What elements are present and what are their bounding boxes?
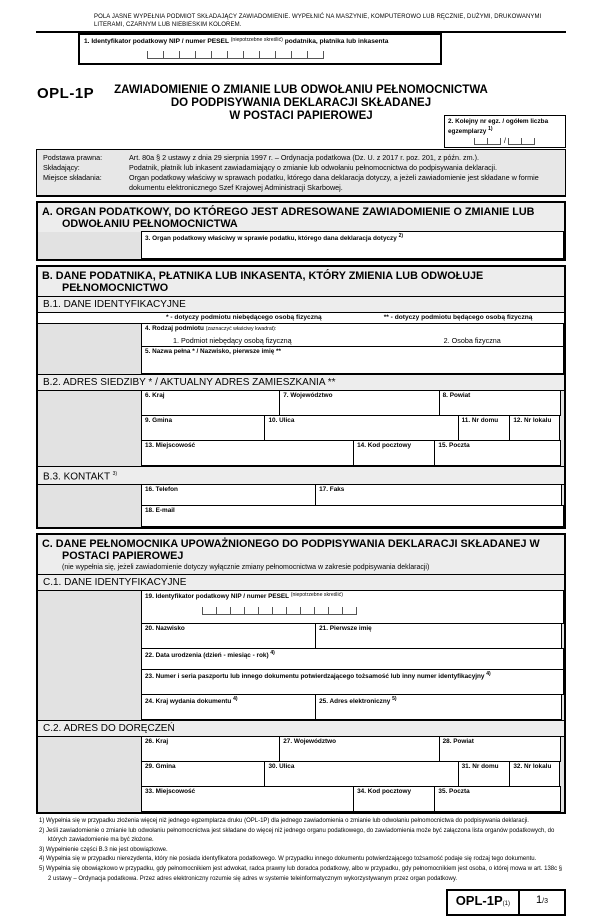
field-29-commune[interactable] (141, 761, 265, 787)
footnote-4-number: 4) (39, 856, 45, 863)
field-33-city[interactable] (141, 786, 354, 812)
comb-cell[interactable] (230, 607, 245, 615)
field-11-label: 11. Nr domu (461, 417, 499, 424)
section-a-title: A. ORGAN PODATKOWY, DO KTÓREGO JEST ADRESOWANE ZAWIADOMIENIE O ZMIANIE LUB ODWOŁANIU PEŁNOMOCNICTWA (38, 203, 564, 232)
field-31-label: 31. Nr domu (461, 763, 499, 771)
field-25-label (319, 696, 558, 706)
field-25-label-text: 25. Adres elektroniczny (319, 698, 391, 706)
field-18-email[interactable] (141, 505, 564, 527)
field-9-commune[interactable] (141, 415, 265, 441)
section-b (36, 265, 566, 529)
footnote-3-text: Wypełnienie części B.3 nie jest obowiązkowe. (46, 846, 168, 853)
field-5-full-name[interactable] (141, 346, 564, 374)
field-32-label: 32. Nr lokalu (513, 763, 552, 771)
footnote-5 (36, 865, 566, 884)
field-row (142, 232, 564, 259)
footnote-3-number: 3) (39, 846, 45, 853)
field-13-label: 13. Miejscowość (145, 442, 196, 449)
field-14-label: 14. Kod pocztowy (357, 442, 412, 449)
legend-left: * - dotyczy podmiotu niebędącego osobą fizyczną (166, 314, 322, 321)
footnote-1-text: Wypełnia się w przypadku złożenia więcej niż jednego egzemplarza druku (OPL-1P) dla jednego zawiadomienia o zmianie lub odwołaniu pełnomocnictwa do podpisywania deklaracji. (46, 818, 529, 825)
section-c-title: C. DANE PEŁNOMOCNIKA UPOWAŻNIONEGO DO PODPISYWANIA DEKLARACJI SKŁADANEJ W POSTACI PAPIEROWEJ (38, 535, 564, 564)
section-a-fields (38, 232, 564, 259)
field-19-label (145, 592, 560, 601)
field-17-fax[interactable] (315, 484, 562, 506)
comb-cell[interactable] (147, 51, 164, 59)
section-c1-title: C.1. DANE IDENTYFIKACYJNE (38, 574, 564, 591)
field-31-house-number[interactable] (458, 761, 511, 787)
field-13-city[interactable] (141, 440, 354, 466)
footnote-2-number: 2) (39, 827, 45, 834)
footer-form-symbol (448, 891, 520, 914)
legal-basis-label: Podstawa prawna: (43, 152, 103, 162)
field-16-phone[interactable] (141, 484, 316, 506)
field-4-label (145, 325, 560, 333)
field-26-country[interactable] (141, 736, 280, 762)
legal-basis-text: Art. 80a § 2 ustawy z dnia 29 sierpnia 1997 r. – Ordynacja podatkowa (Dz. U. z 2017 r. poz. 201, z późn. zm.). (129, 152, 479, 162)
field-row (142, 624, 564, 649)
comb-cell[interactable] (286, 607, 301, 615)
field-30-label: 30. Ulica (268, 763, 295, 771)
footnote-3 (36, 846, 566, 856)
field-3-label (145, 233, 560, 243)
entity-type-options (145, 336, 560, 345)
field-11-house-number[interactable] (458, 415, 511, 441)
field-row (142, 787, 564, 812)
section-c1-fields (38, 591, 564, 720)
section-b3-title-text: B.3. KONTAKT (43, 471, 110, 483)
field-27-voivodeship[interactable] (279, 736, 439, 762)
field-29-label: 29. Gmina (145, 763, 176, 771)
footer-box (446, 889, 566, 916)
field-24-label-text: 24. Kraj wydania dokumentu (145, 698, 232, 706)
field-8-county[interactable] (439, 390, 561, 416)
field-2-label-text: 2. Kolejny nr egz. / ogółem liczba egzemplarzy (448, 117, 549, 135)
field-1-label-main: 1. Identyfikator podatkowy NIP / numer PESEL (84, 38, 229, 45)
comb-cell[interactable] (195, 51, 212, 59)
section-b2-fields (38, 391, 564, 466)
field-18-label: 18. E-mail (145, 507, 175, 515)
footnote-5-text: Wypełnia się obowiązkowo w przypadku, gdy pełnomocnikiem jest adwokat, radca prawny lub doradca podatkowy, albo w przypadku, gdy pełnomocnikiem jest osoba, o której mowa w art. 138c § 2 ustawy – Ordynacja podatkowa. Przez adres elektroniczny rozumie się adres w systemie teleinformatycznym wykorzystywanym przez organ podatkowy. (46, 865, 563, 882)
field-3-label-text: 3. Organ podatkowy właściwy w sprawie podatku, którego dana deklaracja dotyczy (145, 235, 397, 243)
comb-cell[interactable] (307, 51, 324, 59)
field-7-voivodeship[interactable] (279, 390, 439, 416)
field-14-postal-code[interactable] (353, 440, 435, 466)
field-34-postal-code[interactable] (353, 786, 435, 812)
legal-basis-row (37, 152, 565, 162)
section-a (36, 201, 566, 261)
comb-cell[interactable] (243, 51, 260, 59)
field-10-street[interactable] (264, 415, 458, 441)
comb-separator: / (504, 137, 506, 145)
field-row (142, 391, 564, 416)
field-row (142, 737, 564, 762)
field-23-label-text: 23. Numer i seria paszportu lub innego dokumentu potwierdzającego tożsamość lub inny numer identyfikacyjny (145, 673, 485, 681)
field-row (142, 506, 564, 527)
section-b3-footnote-ref: 3) (112, 471, 118, 477)
field-row (142, 485, 564, 506)
field-3-footnote-ref: 2) (398, 233, 404, 239)
field-2-footnote-ref: 1) (488, 125, 493, 132)
field-6-label: 6. Kraj (145, 392, 165, 399)
field-30-street[interactable] (264, 761, 458, 787)
field-2-label (448, 118, 562, 136)
field-22-footnote-ref: 4) (270, 650, 275, 657)
field-4-entity-type (141, 323, 564, 347)
field-25-electronic-address[interactable] (315, 694, 562, 720)
field-21-first-name[interactable] (315, 623, 562, 649)
field-19-label-note: (niepotrzebne skreślić) (290, 592, 343, 599)
form-symbol: OPL-1P (37, 84, 95, 102)
field-row (142, 670, 564, 695)
field-28-label: 28. Powiat (442, 738, 474, 746)
footnotes (36, 817, 566, 884)
field-22-birth-date[interactable] (141, 648, 564, 670)
comb-cell[interactable] (291, 51, 308, 59)
field-25-footnote-ref: 5) (392, 696, 397, 703)
comb-cell[interactable] (275, 51, 292, 59)
field-16-label: 16. Telefon (145, 486, 178, 494)
submission-place-text: Organ podatkowy właściwy w sprawach podatku, którego dana deklaracja dotyczy, a jeżeli zawiadomienie jest składane w formie dokumentu elektronicznego Szef Krajowej Administracji Skarbowej. (129, 173, 539, 192)
comb-cell[interactable] (328, 607, 343, 615)
comb-cell[interactable] (272, 607, 287, 615)
field-17-label: 17. Faks (319, 486, 345, 494)
section-c (36, 533, 566, 814)
field-1-tax-identifier[interactable] (78, 33, 442, 65)
comb-cell[interactable] (179, 51, 196, 59)
section-b3-fields (38, 485, 564, 527)
field-28-county[interactable] (439, 736, 561, 762)
section-b1-fields (38, 324, 564, 374)
field-23-passport-number[interactable] (141, 669, 564, 695)
field-row (142, 591, 564, 624)
fill-instruction: POLA JASNE WYPEŁNIA PODMIOT SKŁADAJĄCY ZAWIADOMIENIE. WYPEŁNIĆ NA MASZYNIE, KOMPUTEROWO LUB RĘCZNIE, DUŻYMI, DRUKOWANYMI LITERAMI, CZARNYM LUB NIEBIESKIM KOLOREM. (94, 14, 542, 28)
submitter-text: Podatnik, płatnik lub inkasent zawiadamiający o zmianie lub odwołaniu pełnomocnictwa do podpisywania deklaracji. (129, 162, 497, 172)
comb-cell[interactable] (487, 138, 501, 145)
field-34-label: 34. Kod pocztowy (357, 788, 412, 796)
field-1-label-suffix: podatnika, płatnika lub inkasenta (284, 38, 389, 45)
footer-page-total: /3 (542, 898, 548, 906)
field-1-label (84, 37, 436, 47)
comb-cell[interactable] (259, 51, 276, 59)
field-35-label: 35. Poczta (438, 788, 470, 796)
field-row (142, 441, 564, 466)
field-23-footnote-ref: 4) (486, 671, 491, 678)
field-8-label: 8. Powiat (442, 392, 471, 399)
footer-form-symbol-version: (1) (502, 901, 510, 908)
legal-basis-block (36, 149, 566, 197)
field-row (142, 324, 564, 347)
field-35-post-office[interactable] (434, 786, 561, 812)
field-26-label: 26. Kraj (145, 738, 169, 746)
field-row (142, 347, 564, 374)
field-21-label: 21. Pierwsze imię (319, 625, 372, 633)
section-b1-title: B.1. DANE IDENTYFIKACYJNE (38, 296, 564, 313)
field-1-label-note: (niepotrzebne skreślić) (230, 37, 283, 43)
field-24-label (145, 696, 312, 706)
form-title-line2: DO PODPISYWANIA DEKLARACJI SKŁADANEJ (170, 96, 432, 109)
attorney-nip-pesel-comb-field[interactable] (203, 607, 560, 615)
comb-cell[interactable] (202, 607, 217, 615)
legend-right: ** - dotyczy podmiotu będącego osobą fizyczną (383, 314, 533, 321)
footnote-1-number: 1) (39, 818, 45, 825)
field-32-apartment-number[interactable] (509, 761, 560, 787)
submitter-label: Składający: (43, 162, 80, 172)
field-24-footnote-ref: 4) (233, 696, 238, 703)
field-row (142, 695, 564, 720)
comb-cell[interactable] (300, 607, 315, 615)
option-individual[interactable]: 2. Osoba fizyczna (443, 336, 501, 345)
footer-page-number: 1 (536, 894, 543, 907)
field-19-label-text: 19. Identyfikator podatkowy NIP / numer PESEL (145, 593, 289, 601)
form-title-line3: W POSTACI PAPIEROWEJ (229, 109, 373, 122)
field-4-label-note: (zaznaczyć właściwy kwadrat): (205, 326, 277, 332)
field-27-label: 27. Województwo (283, 738, 337, 746)
footnote-5-number: 5) (39, 865, 45, 872)
field-33-label: 33. Miejscowość (145, 788, 196, 796)
field-24-document-country[interactable] (141, 694, 316, 720)
field-10-label: 10. Ulica (268, 417, 295, 424)
comb-cell[interactable] (258, 607, 273, 615)
comb-cell[interactable] (508, 138, 522, 145)
comb-cell[interactable] (521, 138, 535, 145)
field-19-attorney-tax-identifier[interactable] (141, 590, 564, 624)
field-7-label: 7. Województwo (283, 392, 333, 399)
field-row (142, 649, 564, 670)
section-b2-title: B.2. ADRES SIEDZIBY * / AKTUALNY ADRES ZAMIESZKANIA ** (38, 374, 564, 391)
field-2-copy-number[interactable] (444, 115, 566, 148)
option-non-individual[interactable]: 1. Podmiot niebędący osobą fizyczną (173, 336, 292, 345)
nip-pesel-comb-field[interactable] (148, 51, 436, 59)
field-12-apartment-number[interactable] (509, 415, 560, 441)
footer-form-symbol-text: OPL-1P (455, 893, 503, 909)
field-row (142, 416, 564, 441)
footnote-2-text: Jeśli zawiadomienie o zmianie lub odwołaniu pełnomocnictwa jest składane do więcej niż jednego organu podatkowego, do zawiadomienia może być załączona lista organów podatkowych, do których zawiadomienie ma być złożone. (46, 827, 555, 844)
section-c-subtitle: (nie wypełnia się, jeżeli zawiadomienie dotyczy wyłącznie zmiany pełnomocnictwa w zakresie podpisywania deklaracji) (38, 564, 564, 574)
section-c2-title: C.2. ADRES DO DORĘCZEŃ (38, 720, 564, 737)
footnote-1 (36, 817, 566, 827)
field-23-label (145, 671, 560, 681)
field-12-label: 12. Nr lokalu (513, 417, 552, 424)
field-15-post-office[interactable] (434, 440, 561, 466)
comb-cell[interactable] (342, 607, 357, 615)
field-4-label-text: 4. Rodzaj podmiotu (145, 325, 204, 332)
submission-place-label: Miejsce składania: (43, 173, 102, 183)
copy-number-comb-field[interactable] (448, 138, 562, 145)
title-area (36, 84, 566, 148)
submitter-row (37, 162, 565, 172)
comb-cell[interactable] (216, 607, 231, 615)
form-body (36, 14, 566, 916)
footer-page-indicator (520, 891, 564, 914)
field-row (142, 762, 564, 787)
section-c2-fields (38, 737, 564, 812)
field-20-surname[interactable] (141, 623, 316, 649)
footer-row (36, 889, 566, 916)
footnote-4-text: Wypełnia się w przypadku nierezydenta, który nie posiada identyfikatora podatkowego. W przypadku innego dokumentu potwierdzającego tożsamość podaje się rodzaj tego dokumentu. (46, 856, 537, 863)
field-3-tax-authority[interactable] (141, 231, 564, 259)
comb-cell[interactable] (314, 607, 329, 615)
comb-cell[interactable] (211, 51, 228, 59)
section-b3-title (38, 466, 564, 485)
comb-cell[interactable] (227, 51, 244, 59)
field-22-label (145, 650, 560, 660)
submission-place-row (37, 172, 565, 192)
field-20-label: 20. Nazwisko (145, 625, 185, 633)
field-5-label: 5. Nazwa pełna * / Nazwisko, pierwsze imię ** (145, 348, 282, 355)
footnote-4 (36, 855, 566, 865)
comb-cell[interactable] (163, 51, 180, 59)
field-15-label: 15. Poczta (438, 442, 470, 449)
footnote-2 (36, 827, 566, 846)
field-6-country[interactable] (141, 390, 280, 416)
field-22-label-text: 22. Data urodzenia (dzień - miesiąc - rok) (145, 652, 269, 660)
form-title-line1: ZAWIADOMIENIE O ZMIANIE LUB ODWOŁANIU PEŁNOMOCNICTWA (114, 83, 488, 96)
comb-cell[interactable] (244, 607, 259, 615)
section-b-title: B. DANE PODATNIKA, PŁATNIKA LUB INKASENTA, KTÓRY ZMIENIA LUB ODWOŁUJE PEŁNOMOCNICTWO (38, 267, 564, 296)
comb-cell[interactable] (474, 138, 488, 145)
field-9-label: 9. Gmina (145, 417, 172, 424)
